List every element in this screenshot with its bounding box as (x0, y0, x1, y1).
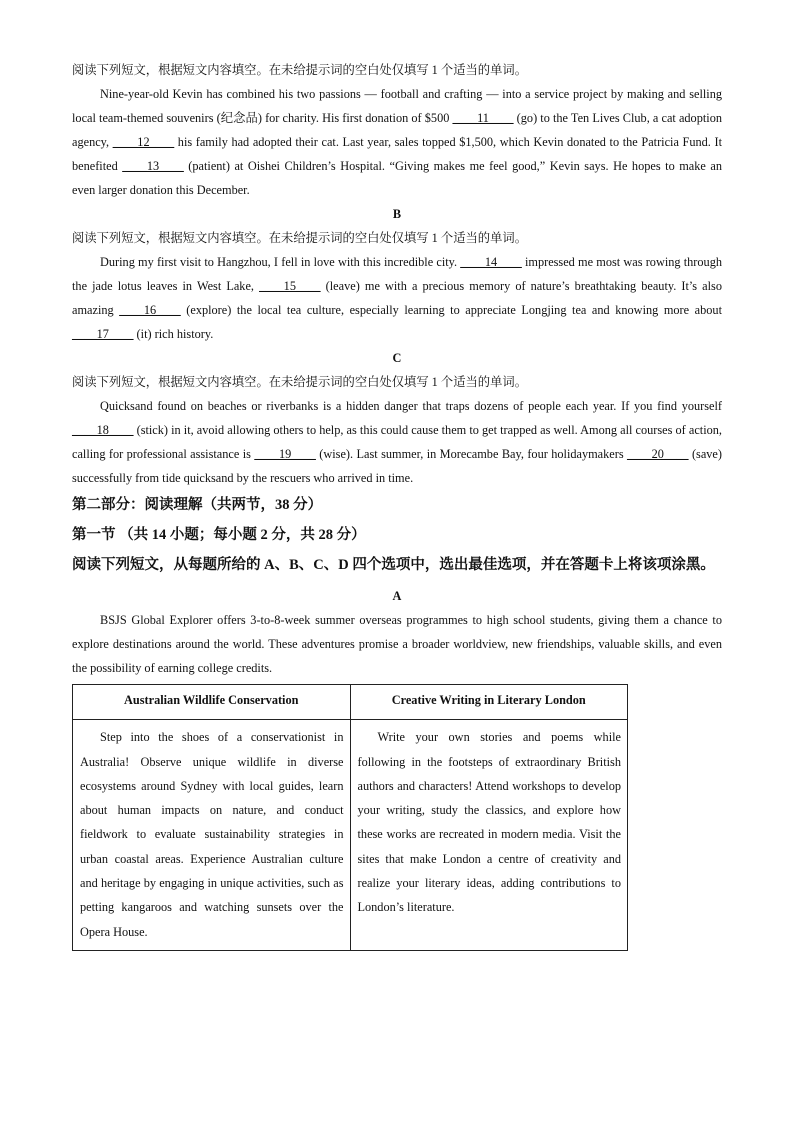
passage-text: impressed me most was rowing through the jade lotus leaves in West Lake, (72, 255, 722, 293)
blank-11: ____11____ (452, 111, 514, 125)
table-header-row (73, 685, 628, 720)
table-cell-london (350, 720, 628, 951)
exam-page (72, 58, 722, 951)
section-letter-b: B (392, 207, 402, 221)
cloze-passage-b (72, 250, 722, 346)
instruction-a: 阅读下列短文，根据短文内容填空。在未给提示词的空白处仅填写 1 个适当的单词。 (72, 63, 527, 77)
section-letter-c: C (392, 351, 402, 365)
passage-text: Quicksand found on beaches or riverbanks is a hidden danger that traps dozens of people each year. If you find yourself (100, 399, 722, 413)
blank-19: ____19____ (254, 447, 316, 461)
passage-text: (go) to the Ten Lives Club, a cat adoption agency, (72, 111, 722, 149)
table-header-australia: Australian Wildlife Conservation (73, 685, 351, 720)
passage-text: During my first visit to Hangzhou, I fell in love with this incredible city. (100, 255, 461, 269)
passage-text: (save) successfully from tide quicksand by the rescuers who arrived in time. (72, 447, 722, 485)
passage-text: (wise). Last summer, in Morecambe Bay, four holidaymakers (315, 447, 628, 461)
reading-letter-a: A (392, 589, 402, 603)
blank-17: ____17____ (72, 327, 134, 341)
table-header-london: Creative Writing in Literary London (350, 685, 628, 720)
passage-text: (stick) in it, avoid allowing others to help, as this could cause them to get trapped as well. Among all courses of action, calling for professional assistance is (72, 423, 722, 461)
reading-a-intro: BSJS Global Explorer offers 3-to-8-week summer overseas programmes to high school students, giving them a chance to explore destinations around the world. These adventures promise a broader worldview, new friendships, valuable skills, and even the possibility of earning college credits. (72, 613, 722, 675)
blank-14: ____14____ (460, 255, 522, 269)
part-two-heading: 第二部分：阅读理解（共两节，38 分） (72, 497, 323, 513)
passage-text: (patient) at Oishei Children’s Hospital. “Giving makes me feel good,” Kevin says. He hopes to make an even larger donation this December. (72, 159, 722, 197)
cloze-passage-c (72, 394, 722, 490)
blank-13: ____13____ (122, 159, 184, 173)
instruction-c: 阅读下列短文，根据短文内容填空。在未给提示词的空白处仅填写 1 个适当的单词。 (72, 375, 527, 389)
part-two-instruction: 阅读下列短文，从每题所给的 A、B、C、D 四个选项中，选出最佳选项，并在答题卡上将该项涂黑。 (72, 557, 715, 573)
passage-text: (it) rich history. (133, 327, 214, 341)
passage-text: Nine-year-old Kevin has combined his two passions — football and crafting — into a service project by making and selling local team-themed souvenirs (纪念品) for charity. His first donation of $500 (72, 87, 722, 125)
blank-16: ____16____ (119, 303, 181, 317)
passage-text: (explore) the local tea culture, especially learning to appreciate Longjing tea and knowing more about (180, 303, 722, 317)
cloze-passage-a (72, 82, 722, 202)
table-cell-australia (73, 720, 351, 951)
cell-text: Write your own stories and poems while following in the footsteps of extraordinary British authors and characters! Attend workshops to develop your writing, study the classics, and explore how these works are recreated in modern media. Visit the sites that make London a centre of creativity and realize your literary ideas, adding contributions to London’s literature. (357, 730, 621, 915)
instruction-b: 阅读下列短文，根据短文内容填空。在未给提示词的空白处仅填写 1 个适当的单词。 (72, 231, 527, 245)
passage-text: (leave) me with a precious memory of nature’s breathtaking beauty. It’s also amazing (72, 279, 722, 317)
programme-table (72, 684, 628, 951)
blank-20: ____20____ (627, 447, 689, 461)
table-row (73, 720, 628, 951)
blank-12: ____12____ (112, 135, 175, 149)
part-two-subheading: 第一节 （共 14 小题；每小题 2 分，共 28 分） (72, 527, 366, 543)
blank-15: ____15____ (259, 279, 321, 293)
blank-18: ____18____ (72, 423, 134, 437)
passage-text: his family had adopted their cat. Last year, sales topped $1,500, which Kevin donated to the Patricia Fund. It benefited (72, 135, 722, 173)
cell-text: Step into the shoes of a conservationist in Australia! Observe unique wildlife in diverse ecosystems around Sydney with local guides, learn about human impacts on nature, and conduct fieldwork to evaluate sustainability strategies in urban coastal areas. Experience Australian culture and heritage by engaging in unique activities, such as petting kangaroos and watching sunsets over the Opera House. (80, 730, 344, 939)
